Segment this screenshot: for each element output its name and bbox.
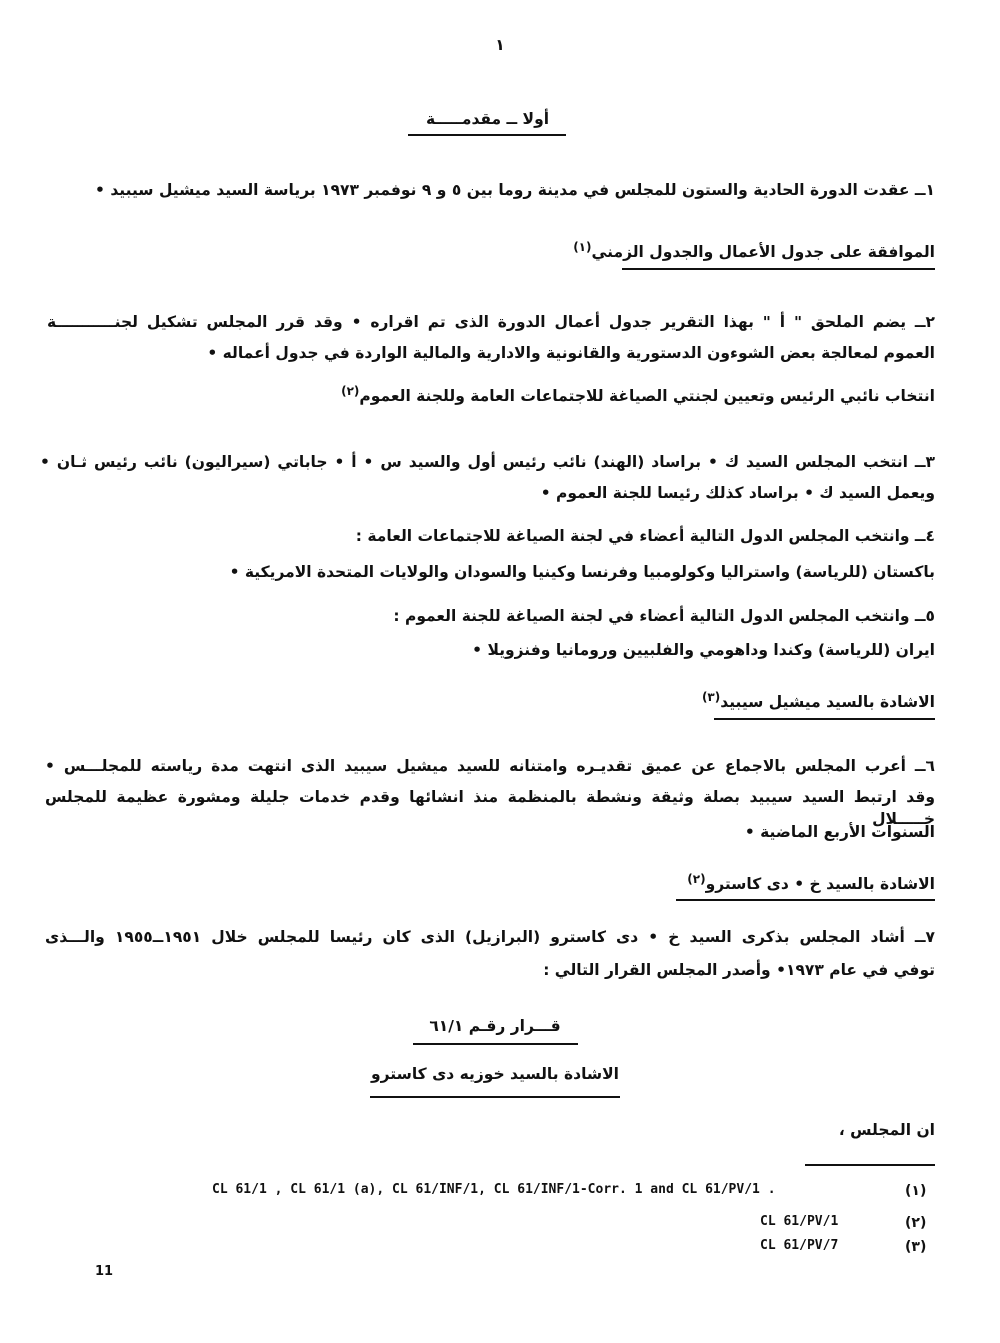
- heading-tribute-text: الاشادة بالسيد خ • دى كاسترو: [705, 875, 935, 894]
- footnote-mark-2: (٢): [905, 1215, 927, 1231]
- footnote-ref: (٣): [701, 690, 721, 704]
- resolution-title: قـــرار رقـم ٦١/١: [429, 1017, 561, 1035]
- resolution-subtitle-underline: [370, 1096, 620, 1098]
- heading-election-text: انتخاب نائبي الرئيس وتعيين لجنتي الصياغة للاجتماعات العامة وللجنة العموم: [359, 387, 935, 406]
- paragraph-5-line-1: ٥ــ وانتخب المجلس الدول التالية أعضاء في لجنة الصياغة للجنة العموم :: [393, 607, 935, 625]
- heading-tribute-saouma: [702, 686, 935, 713]
- footnote-text-3: CL 61/PV/7: [760, 1238, 839, 1253]
- section-title: أولا ــ مقدمـــــة: [425, 110, 550, 128]
- paragraph-7-line-1: ٧ــ أشاد المجلس بذكرى السيد خ • دى كاسترو (البرازيل) الذى كان رئيسا للمجلس خلال ١٩٥١ــ١٩٥٥ والـــذى: [45, 928, 935, 946]
- heading-agenda-text: الموافقة على جدول الأعمال والجدول الزمني: [591, 243, 935, 262]
- heading-tribute-text: الاشادة بالسيد ميشيل سيبيد: [720, 693, 935, 712]
- paragraph-1: ١ــ عقدت الدورة الحادية والستون للمجلس في مدينة روما بين ٥ و ٩ نوفمبر ١٩٧٣ برياسة السيد ميشيل سيبيد •: [95, 181, 935, 199]
- section-title-underline: [408, 134, 566, 136]
- resolution-opening: ان المجلس ،: [838, 1121, 935, 1139]
- paragraph-4-line-2: باكستان (للرياسة) واستراليا وكولومبيا وفرنسا وكينيا والسودان والولايات المتحدة الامريكية •: [229, 563, 935, 581]
- heading-underline: [676, 899, 935, 901]
- footnote-text-2: CL 61/PV/1: [760, 1214, 839, 1229]
- resolution-subtitle: الاشادة بالسيد خوزيه دى كاسترو: [371, 1065, 619, 1083]
- heading-agenda: [573, 236, 935, 263]
- footnote-ref: (٢): [341, 384, 360, 398]
- paragraph-6-line-1: ٦ــ أعرب المجلس بالاجماع عن عميق تقديـره وامتنانه للسيد ميشيل سيبيد الذى انتهت مدة رياسته للمجلـــس •: [45, 757, 935, 775]
- paragraph-7-line-2: توفي في عام ١٩٧٣• وأصدر المجلس القرار التالي :: [543, 961, 935, 979]
- paragraph-6-line-3: السنوات الأربع الماضية •: [744, 823, 935, 841]
- page-number-top: ١: [495, 36, 505, 54]
- footnote-text-1: CL 61/1 , CL 61/1 (a), CL 61/INF/1, CL 61/INF/1-Corr. 1 and CL 61/PV/1 .: [212, 1182, 776, 1197]
- paragraph-3-line-2: ويعمل السيد ك • براساد كذلك رئيسا للجنة العموم •: [540, 484, 935, 502]
- paragraph-2-line-2: العموم لمعالجة بعض الشوءون الدستورية والقانونية والادارية والمالية الواردة في جدول أعماله •: [207, 344, 935, 362]
- footnote-separator: [805, 1164, 935, 1166]
- heading-underline: [622, 268, 935, 270]
- footnote-mark-1: (١): [905, 1183, 927, 1199]
- page-number-bottom: 11: [95, 1264, 114, 1279]
- paragraph-3-line-1: ٣ــ انتخب المجلس السيد ك • براساد (الهند) نائب رئيس أول والسيد س • أ • جاباتي (سيراليون) نائب رئيس ثـان •: [40, 453, 935, 471]
- resolution-title-underline: [413, 1043, 578, 1045]
- footnote-ref: (١): [573, 240, 592, 254]
- footnote-mark-3: (٣): [905, 1239, 927, 1255]
- paragraph-4-line-1: ٤ــ وانتخب المجلس الدول التالية أعضاء في لجنة الصياغة للاجتماعات العامة :: [355, 527, 935, 545]
- paragraph-2-line-1: ٢ــ يضم الملحق " أ " بهذا التقرير جدول أعمال الدورة الذى تم اقراره • وقد قرر المجلس تشكيل لجنـــــــــــة: [47, 313, 935, 331]
- heading-tribute-castro: [687, 868, 935, 895]
- heading-election: [341, 380, 935, 407]
- paragraph-5-line-2: ايران (للرياسة) وكندا وداهومي والفلبيين ورومانيا وفنزويلا •: [472, 641, 935, 659]
- heading-underline: [714, 718, 935, 720]
- paragraph-6-line-2: وقد ارتبط السيد سيبيد بصلة وثيقة ونشطة بالمنظمة منذ انشائها وقدم خدمات جليلة ومشورة عظيمة للمجلس خـــــلال: [45, 788, 935, 828]
- footnote-ref: (٢): [687, 872, 706, 886]
